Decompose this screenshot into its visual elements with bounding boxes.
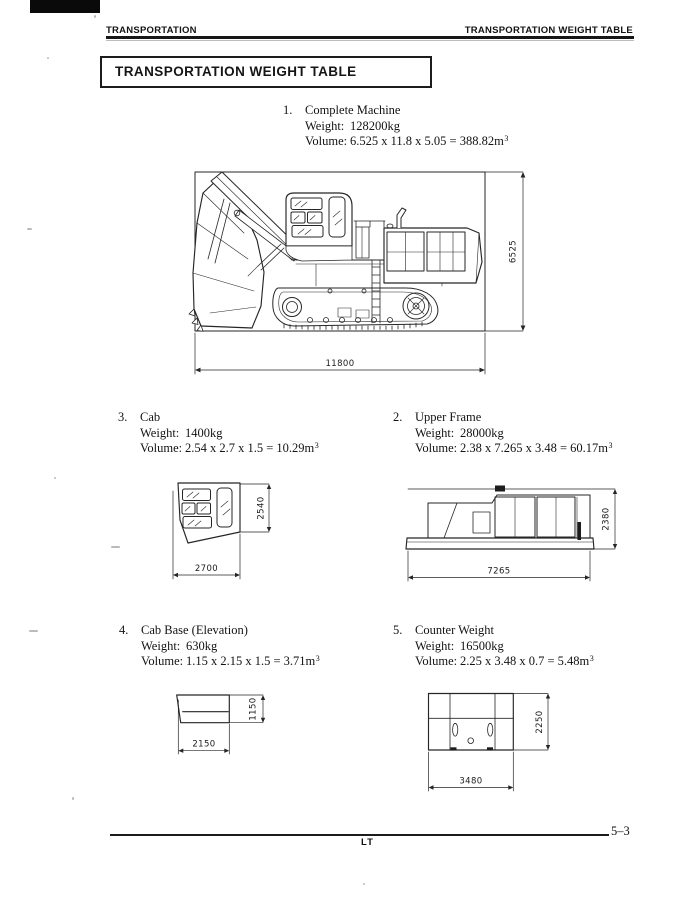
base-plate (406, 538, 594, 549)
weight-value: 28000kg (460, 425, 504, 440)
dim-height-label: 2380 (601, 507, 612, 531)
footer-rule (110, 834, 609, 836)
volume-exponent: 3 (314, 441, 319, 450)
dim-width-label: 2700 (194, 564, 219, 574)
item-number: 1. (283, 103, 293, 117)
scan-speck (29, 630, 38, 632)
dim-width-label: 11800 (325, 359, 355, 369)
section-complete-machine (283, 103, 508, 151)
weight-label: Weight: (415, 425, 455, 440)
scan-artifact-bar (30, 0, 100, 13)
dim-height-label: 2540 (256, 496, 267, 520)
complete-machine-drawing (188, 165, 543, 380)
dim-width-label: 7265 (487, 566, 511, 577)
item-number: 2. (393, 410, 403, 424)
scan-speck (27, 228, 32, 230)
volume-label: Volume: (305, 134, 348, 148)
scan-speck (363, 883, 365, 885)
page-title: TRANSPORTATION WEIGHT TABLE (115, 64, 357, 79)
weight-value: 630kg (186, 638, 218, 653)
cab-base-drawing (170, 688, 275, 765)
item-name: Complete Machine (305, 103, 401, 117)
exhaust-stack (397, 208, 406, 228)
dim-width-label: 3480 (459, 776, 483, 787)
volume-exponent: 3 (608, 441, 613, 450)
operator-cab (286, 193, 352, 261)
volume-label: Volume: (140, 441, 183, 455)
volume-label: Volume: (141, 654, 184, 668)
shovel-bucket (189, 178, 264, 331)
section-cab-base (119, 623, 320, 671)
volume-exponent: 3 (589, 654, 594, 663)
volume-value: 1.15 x 2.15 x 1.5 = 3.71m (186, 654, 316, 668)
item-number: 5. (393, 623, 403, 637)
volume-exponent: 3 (504, 134, 509, 143)
counter-weight-drawing (425, 690, 560, 800)
scan-speck (54, 477, 56, 479)
header-rule (106, 36, 634, 39)
weight-value: 16500kg (460, 638, 504, 653)
weight-label: Weight: (141, 638, 181, 653)
header-chapter-label: TRANSPORTATION WEIGHT TABLE (464, 25, 633, 36)
weight-value: 1400kg (185, 425, 223, 440)
header-section-label: TRANSPORTATION (106, 25, 197, 36)
scan-speck (72, 797, 74, 800)
footer-page-number: 5–3 (611, 824, 630, 838)
volume-value: 2.38 x 7.265 x 3.48 = 60.17m (460, 441, 609, 455)
item-name: Counter Weight (415, 623, 494, 637)
item-name: Cab (140, 410, 161, 424)
footer-center-label: LT (361, 837, 374, 848)
header-rule-echo (106, 40, 634, 41)
weight-label: Weight: (140, 425, 180, 440)
item-number: 4. (119, 623, 129, 637)
volume-exponent: 3 (315, 654, 320, 663)
scan-speck (111, 546, 120, 548)
dim-height-label: 1150 (248, 697, 259, 721)
volume-value: 2.54 x 2.7 x 1.5 = 10.29m (185, 441, 315, 455)
item-name: Upper Frame (415, 410, 482, 424)
weight-label: Weight: (415, 638, 455, 653)
volume-label: Volume: (415, 654, 458, 668)
section-cab (118, 410, 319, 458)
item-name: Cab Base (Elevation) (141, 623, 248, 637)
section-counter-weight (393, 623, 594, 671)
volume-label: Volume: (415, 441, 458, 455)
dim-height-label: 2250 (535, 710, 545, 734)
weight-label: Weight: (305, 118, 345, 133)
volume-value: 6.525 x 11.8 x 5.05 = 388.82m (350, 134, 504, 148)
ladder (372, 260, 380, 323)
section-upper-frame (393, 410, 613, 458)
volume-value: 2.25 x 3.48 x 0.7 = 5.48m (460, 654, 590, 668)
title-box (100, 56, 432, 88)
cab-drawing (165, 478, 280, 590)
dim-height-label: 6525 (508, 239, 519, 264)
dim-width-label: 2150 (192, 739, 216, 750)
scan-speck (94, 15, 96, 18)
weight-value: 128200kg (350, 118, 400, 133)
upper-frame-drawing (400, 483, 625, 595)
crawler-track (273, 288, 438, 330)
handrail (354, 221, 385, 227)
item-number: 3. (118, 410, 128, 424)
scan-speck (47, 57, 49, 59)
